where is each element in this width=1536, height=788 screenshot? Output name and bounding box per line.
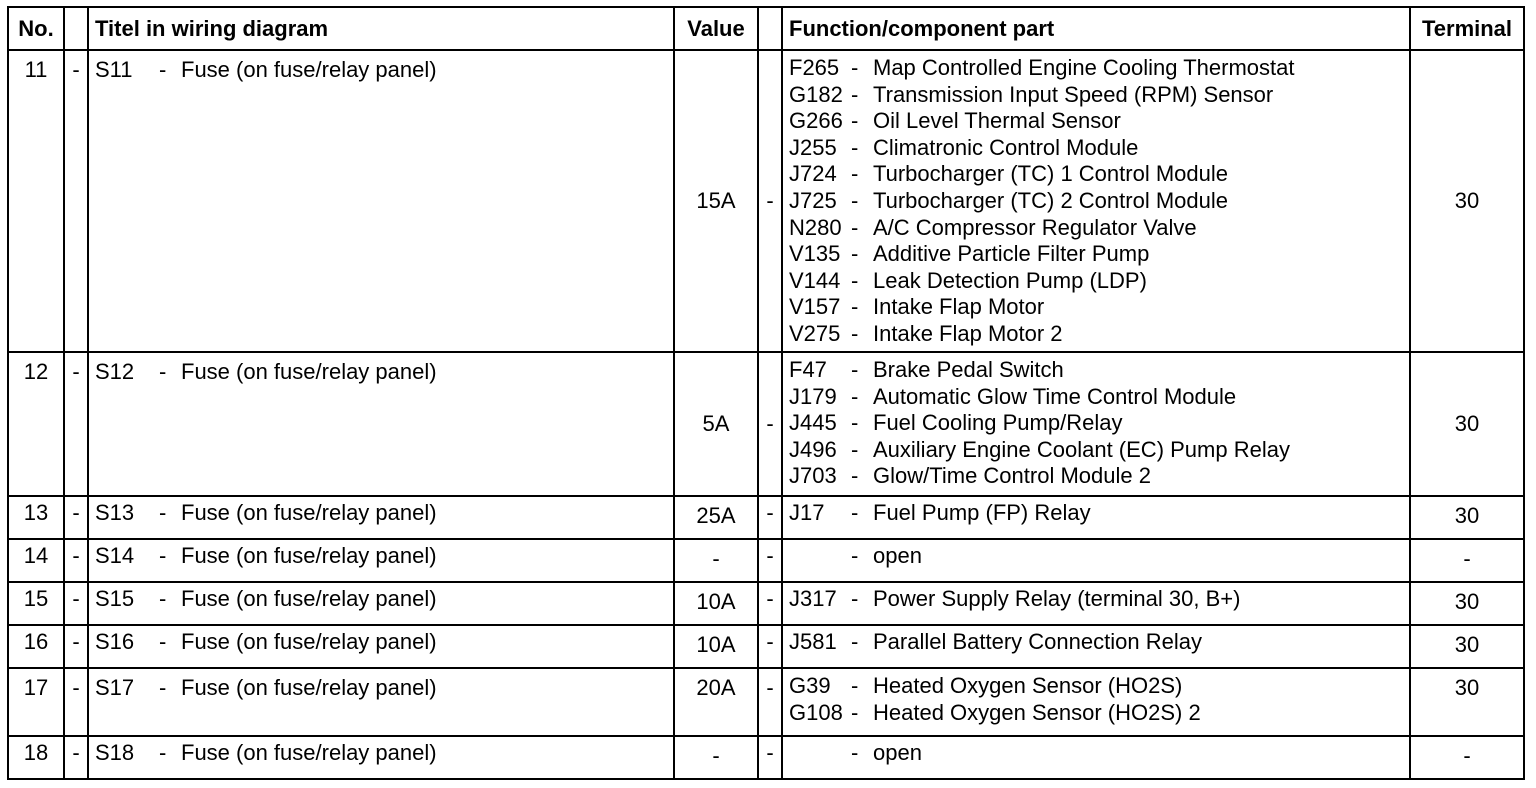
component-description: Fuel Pump (FP) Relay bbox=[873, 500, 1091, 525]
dash-separator: - bbox=[851, 543, 859, 568]
fuse-code: S16 bbox=[95, 629, 135, 654]
function-item bbox=[789, 700, 1403, 727]
component-code: F265 bbox=[789, 55, 840, 80]
component-description: Auxiliary Engine Coolant (EC) Pump Relay bbox=[873, 436, 1290, 462]
row-number: 15 bbox=[8, 582, 64, 625]
function-item bbox=[789, 500, 1403, 527]
row-number: 17 bbox=[8, 668, 64, 736]
component-description: A/C Compressor Regulator Valve bbox=[873, 214, 1197, 240]
component-code: J725 bbox=[789, 187, 837, 213]
terminal-value: 30 bbox=[1410, 50, 1524, 352]
component-code: F47 bbox=[789, 357, 827, 382]
header-terminal: Terminal bbox=[1410, 7, 1524, 50]
fuse-table bbox=[7, 6, 1525, 780]
component-code: J255 bbox=[789, 134, 837, 160]
dash-separator: - bbox=[851, 586, 859, 611]
component-description: Glow/Time Control Module 2 bbox=[873, 463, 1151, 489]
dash-separator: - bbox=[851, 383, 859, 409]
dash-separator: - bbox=[159, 586, 167, 611]
component-code: J17 bbox=[789, 500, 825, 525]
dash-separator: - bbox=[851, 357, 859, 382]
dash-separator: - bbox=[851, 320, 859, 346]
component-description: Oil Level Thermal Sensor bbox=[873, 108, 1121, 134]
row-dash: - bbox=[64, 736, 88, 779]
fuse-title-cell bbox=[88, 50, 674, 352]
component-code: V144 bbox=[789, 267, 841, 293]
fuse-code: S12 bbox=[95, 359, 135, 384]
terminal-value: - bbox=[1410, 539, 1524, 582]
component-description: Climatronic Control Module bbox=[873, 134, 1139, 160]
fuse-value: - bbox=[674, 736, 758, 779]
row-number: 12 bbox=[8, 352, 64, 496]
dash-separator: - bbox=[159, 500, 167, 525]
function-item bbox=[789, 384, 1403, 411]
dash-separator: - bbox=[851, 134, 859, 160]
component-code: G39 bbox=[789, 673, 831, 698]
component-description: Additive Particle Filter Pump bbox=[873, 241, 1150, 267]
function-item bbox=[789, 629, 1403, 656]
component-description: Intake Flap Motor 2 bbox=[873, 320, 1063, 346]
header-title: Titel in wiring diagram bbox=[88, 7, 674, 50]
component-description: Parallel Battery Connection Relay bbox=[873, 629, 1202, 654]
component-code: G108 bbox=[789, 699, 843, 725]
component-description: Automatic Glow Time Control Module bbox=[873, 383, 1237, 409]
dash-separator: - bbox=[851, 740, 859, 765]
function-cell bbox=[782, 496, 1410, 539]
dash-separator: - bbox=[159, 629, 167, 654]
component-code: J445 bbox=[789, 410, 837, 436]
fuse-code: S11 bbox=[95, 57, 133, 82]
component-description: Map Controlled Engine Cooling Thermostat bbox=[873, 55, 1295, 80]
function-item bbox=[789, 268, 1403, 295]
fuse-title-cell bbox=[88, 496, 674, 539]
row-number: 18 bbox=[8, 736, 64, 779]
table-row bbox=[8, 352, 1524, 496]
component-description: Brake Pedal Switch bbox=[873, 357, 1064, 382]
dash-separator: - bbox=[851, 214, 859, 240]
component-description: Heated Oxygen Sensor (HO2S) 2 bbox=[873, 699, 1201, 725]
fuse-code: S17 bbox=[95, 675, 135, 700]
function-item bbox=[789, 586, 1403, 613]
table-header-row bbox=[8, 7, 1524, 50]
row-dash: - bbox=[64, 50, 88, 352]
function-item bbox=[789, 188, 1403, 215]
fuse-title: Fuse (on fuse/relay panel) bbox=[181, 57, 437, 82]
fuse-title-cell bbox=[88, 736, 674, 779]
component-description: Intake Flap Motor bbox=[873, 294, 1045, 320]
fuse-value: 10A bbox=[674, 582, 758, 625]
fuse-title-cell bbox=[88, 539, 674, 582]
function-item bbox=[789, 82, 1403, 109]
fuse-code: S13 bbox=[95, 500, 135, 525]
fuse-value: 10A bbox=[674, 625, 758, 668]
row-dash: - bbox=[64, 496, 88, 539]
function-item bbox=[789, 321, 1403, 348]
fuse-title-cell bbox=[88, 352, 674, 496]
function-cell bbox=[782, 736, 1410, 779]
terminal-value: 30 bbox=[1410, 625, 1524, 668]
component-description: Turbocharger (TC) 2 Control Module bbox=[873, 187, 1228, 213]
dash-separator: - bbox=[851, 463, 859, 489]
fuse-title: Fuse (on fuse/relay panel) bbox=[181, 500, 437, 525]
function-item bbox=[789, 740, 1403, 767]
fuse-code: S15 bbox=[95, 586, 135, 611]
fuse-title: Fuse (on fuse/relay panel) bbox=[181, 629, 437, 654]
function-cell bbox=[782, 668, 1410, 736]
row-number: 16 bbox=[8, 625, 64, 668]
dash-separator: - bbox=[851, 81, 859, 107]
value-dash: - bbox=[758, 50, 782, 352]
fuse-value: 25A bbox=[674, 496, 758, 539]
component-code: J317 bbox=[789, 586, 837, 611]
row-dash: - bbox=[64, 352, 88, 496]
component-description: Power Supply Relay (terminal 30, B+) bbox=[873, 586, 1241, 611]
dash-separator: - bbox=[851, 241, 859, 267]
table-row bbox=[8, 539, 1524, 582]
table-row bbox=[8, 496, 1524, 539]
component-code: N280 bbox=[789, 214, 842, 240]
function-cell bbox=[782, 352, 1410, 496]
component-code: G182 bbox=[789, 81, 843, 107]
terminal-value: - bbox=[1410, 736, 1524, 779]
value-dash: - bbox=[758, 582, 782, 625]
dash-separator: - bbox=[851, 294, 859, 320]
terminal-value: 30 bbox=[1410, 668, 1524, 736]
fuse-title: Fuse (on fuse/relay panel) bbox=[181, 740, 437, 765]
fuse-title-cell bbox=[88, 582, 674, 625]
dash-separator: - bbox=[159, 57, 167, 82]
value-dash: - bbox=[758, 736, 782, 779]
table-body bbox=[8, 50, 1524, 779]
fuse-title: Fuse (on fuse/relay panel) bbox=[181, 586, 437, 611]
function-cell bbox=[782, 582, 1410, 625]
fuse-value: 15A bbox=[674, 50, 758, 352]
component-description: Heated Oxygen Sensor (HO2S) bbox=[873, 673, 1183, 698]
dash-separator: - bbox=[851, 500, 859, 525]
dash-separator: - bbox=[851, 629, 859, 654]
fuse-title-cell bbox=[88, 668, 674, 736]
value-dash: - bbox=[758, 539, 782, 582]
row-dash: - bbox=[64, 625, 88, 668]
fuse-value: - bbox=[674, 539, 758, 582]
terminal-value: 30 bbox=[1410, 352, 1524, 496]
component-description: Turbocharger (TC) 1 Control Module bbox=[873, 161, 1228, 187]
dash-separator: - bbox=[851, 161, 859, 187]
function-item bbox=[789, 241, 1403, 268]
value-dash: - bbox=[758, 352, 782, 496]
component-code: V157 bbox=[789, 294, 841, 320]
dash-separator: - bbox=[159, 543, 167, 568]
value-dash: - bbox=[758, 668, 782, 736]
dash-separator: - bbox=[851, 108, 859, 134]
row-dash: - bbox=[64, 539, 88, 582]
fuse-code: S18 bbox=[95, 740, 135, 765]
function-item bbox=[789, 673, 1403, 700]
function-item bbox=[789, 135, 1403, 162]
component-description: Fuel Cooling Pump/Relay bbox=[873, 410, 1123, 436]
function-item bbox=[789, 410, 1403, 437]
function-cell bbox=[782, 539, 1410, 582]
function-item bbox=[789, 161, 1403, 188]
function-item bbox=[789, 294, 1403, 321]
component-description: open bbox=[873, 740, 922, 765]
dash-separator: - bbox=[851, 673, 859, 698]
dash-separator: - bbox=[851, 55, 859, 80]
dash-separator: - bbox=[159, 740, 167, 765]
fuse-code: S14 bbox=[95, 543, 135, 568]
dash-separator: - bbox=[851, 187, 859, 213]
dash-separator: - bbox=[851, 410, 859, 436]
dash-separator: - bbox=[159, 359, 167, 384]
dash-separator: - bbox=[851, 699, 859, 725]
value-dash: - bbox=[758, 496, 782, 539]
row-number: 13 bbox=[8, 496, 64, 539]
component-code: J496 bbox=[789, 436, 837, 462]
function-item bbox=[789, 463, 1403, 490]
value-dash: - bbox=[758, 625, 782, 668]
header-spacer bbox=[64, 7, 88, 50]
dash-separator: - bbox=[851, 436, 859, 462]
table-row bbox=[8, 625, 1524, 668]
header-function: Function/component part bbox=[782, 7, 1410, 50]
component-code: G266 bbox=[789, 108, 843, 134]
header-value: Value bbox=[674, 7, 758, 50]
fuse-title: Fuse (on fuse/relay panel) bbox=[181, 359, 437, 384]
function-item bbox=[789, 215, 1403, 242]
row-dash: - bbox=[64, 582, 88, 625]
table-row bbox=[8, 736, 1524, 779]
table-row bbox=[8, 50, 1524, 352]
function-cell bbox=[782, 625, 1410, 668]
function-item bbox=[789, 437, 1403, 464]
table-row bbox=[8, 668, 1524, 736]
function-cell bbox=[782, 50, 1410, 352]
row-dash: - bbox=[64, 668, 88, 736]
terminal-value: 30 bbox=[1410, 496, 1524, 539]
function-item bbox=[789, 357, 1403, 384]
component-description: open bbox=[873, 543, 922, 568]
function-item bbox=[789, 108, 1403, 135]
fuse-title-cell bbox=[88, 625, 674, 668]
fuse-title: Fuse (on fuse/relay panel) bbox=[181, 543, 437, 568]
terminal-value: 30 bbox=[1410, 582, 1524, 625]
row-number: 14 bbox=[8, 539, 64, 582]
fuse-title: Fuse (on fuse/relay panel) bbox=[181, 675, 437, 700]
component-code: J581 bbox=[789, 629, 837, 654]
component-code: J724 bbox=[789, 161, 837, 187]
component-code: J179 bbox=[789, 383, 837, 409]
dash-separator: - bbox=[159, 675, 167, 700]
function-item bbox=[789, 55, 1403, 82]
dash-separator: - bbox=[851, 267, 859, 293]
row-number: 11 bbox=[8, 50, 64, 352]
header-spacer bbox=[758, 7, 782, 50]
component-description: Transmission Input Speed (RPM) Sensor bbox=[873, 81, 1274, 107]
component-code: V135 bbox=[789, 241, 841, 267]
table-row bbox=[8, 582, 1524, 625]
fuse-value: 5A bbox=[674, 352, 758, 496]
fuse-value: 20A bbox=[674, 668, 758, 736]
component-code: V275 bbox=[789, 320, 841, 346]
function-item bbox=[789, 543, 1403, 570]
component-description: Leak Detection Pump (LDP) bbox=[873, 267, 1147, 293]
component-code: J703 bbox=[789, 463, 837, 489]
header-no: No. bbox=[8, 7, 64, 50]
